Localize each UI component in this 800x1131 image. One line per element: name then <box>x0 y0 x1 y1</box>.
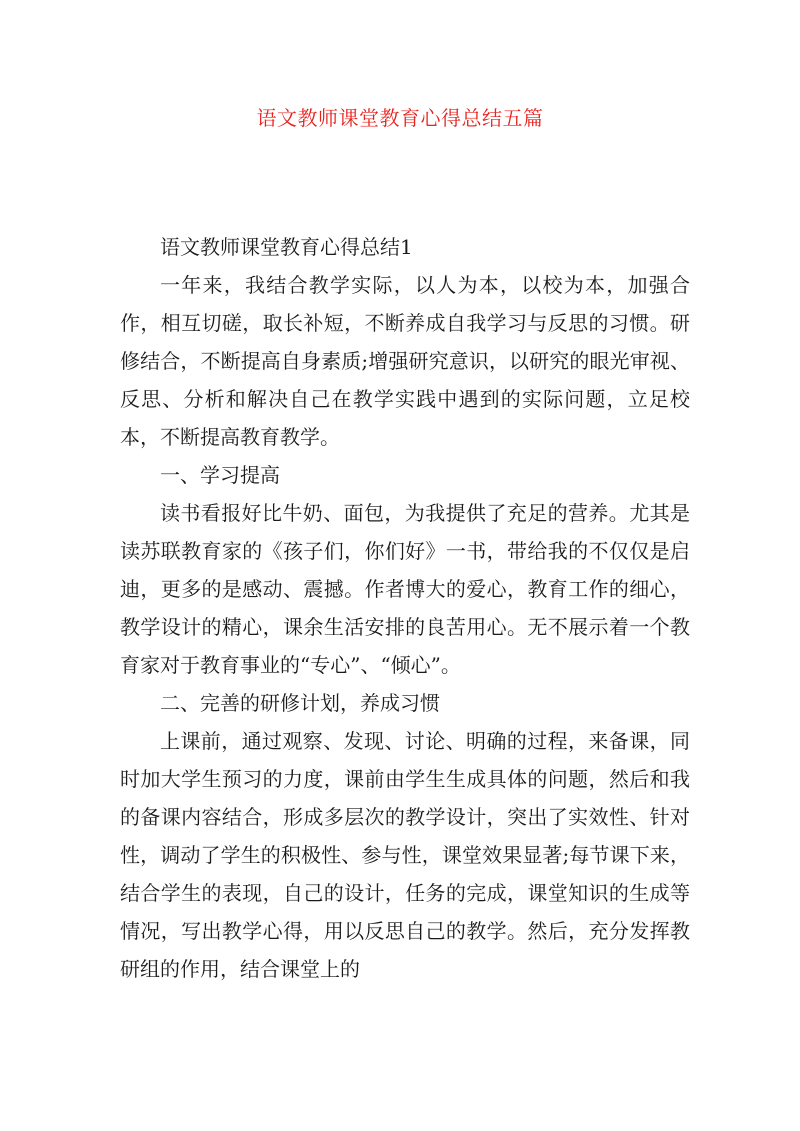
paragraph-intro: 一年来，我结合教学实际，以人为本，以校为本，加强合作，相互切磋，取长补短，不断养成自我学习与反思的习惯。研修结合，不断提高自身素质;增强研究意识，以研究的眼光审视、反思、分析和解决自己在教学实践中遇到的实际问题，立足校本，不断提高教育教学。 <box>120 273 690 449</box>
document-body <box>120 228 690 988</box>
section-heading-learning: 一、学习提高 <box>160 463 280 487</box>
section-heading-1: 语文教师课堂教育心得总结1 <box>160 235 413 259</box>
paragraph-learning: 读书看报好比牛奶、面包，为我提供了充足的营养。尤其是读苏联教育家的《孩子们，你们好》一书，带给我的不仅仅是启迪，更多的是感动、震撼。作者博大的爱心，教育工作的细心，教学设计的精心，课余生活安排的良苦用心。无不展示着一个教育家对于教育事业的“专心”、“倾心”。 <box>120 501 690 677</box>
document-title: 语文教师课堂教育心得总结五篇 <box>256 106 544 130</box>
section-heading-study-plan: 二、完善的研修计划，养成习惯 <box>160 691 440 715</box>
paragraph-study-plan: 上课前，通过观察、发现、讨论、明确的过程，来备课，同时加大学生预习的力度，课前由学生生成具体的问题，然后和我的备课内容结合，形成多层次的教学设计，突出了实效性、针对性，调动了学生的积极性、参与性，课堂效果显著;每节课下来，结合学生的表现，自己的设计，任务的完成，课堂知识的生成等情况，写出教学心得，用以反思自己的教学。然后，充分发挥教研组的作用，结合课堂上的 <box>120 729 690 981</box>
